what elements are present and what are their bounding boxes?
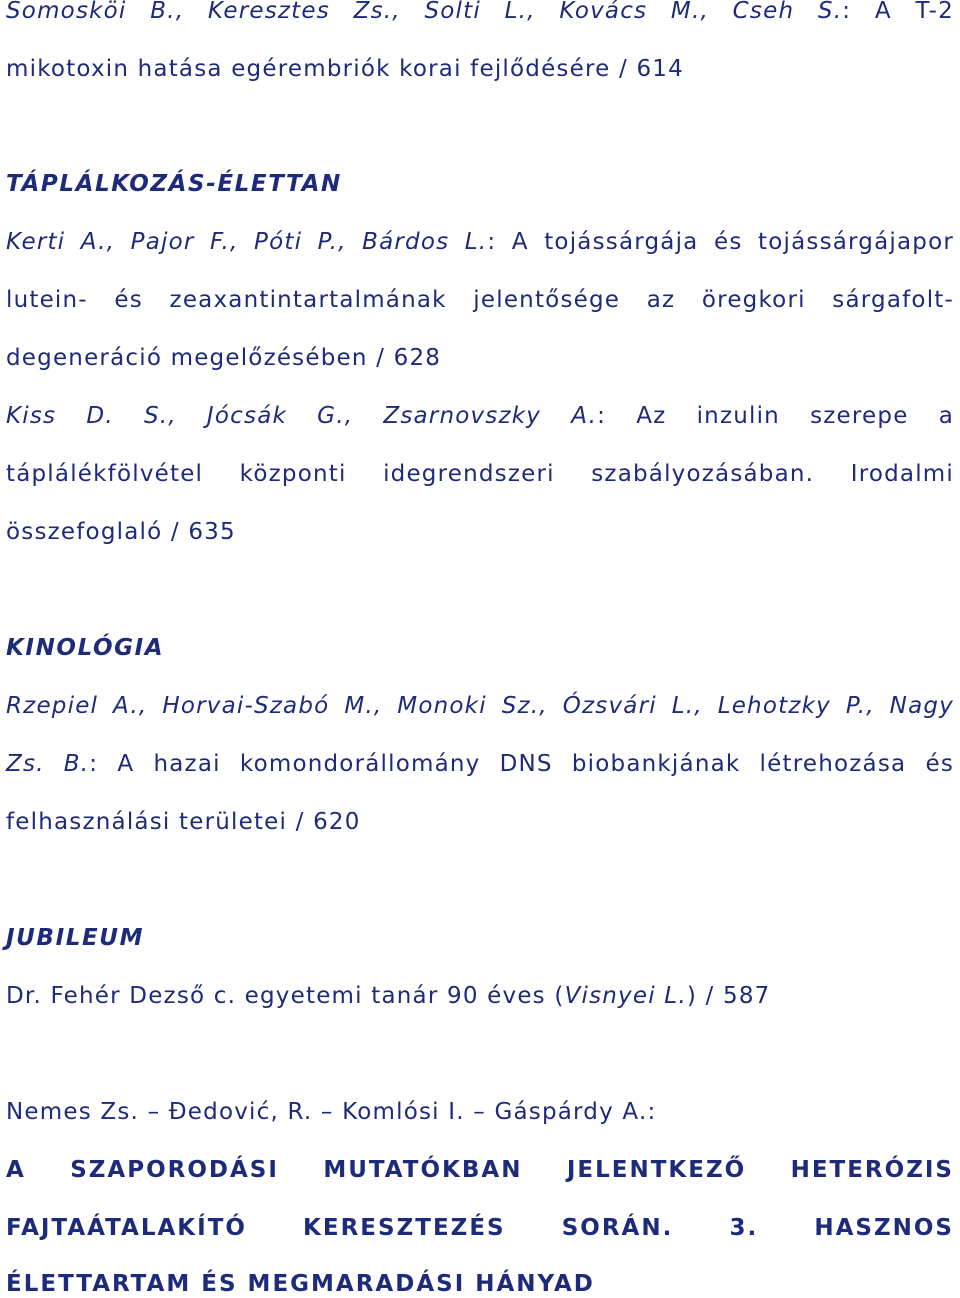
toc-entry-nemes-title-line1: A SZAPORODÁSI MUTATÓKBAN JELENTKEZŐ HETERÓZIS [6,1157,954,1183]
toc-entry-authors: Rzepiel A., Horvai-Szabó M., Monoki Sz., Ózsvári L., Lehotzky P., Nagy [6,693,954,719]
toc-entry-kerti-line1 [6,228,954,256]
toc-entry-kiss-line1 [6,402,954,430]
toc-entry-page: ) / 587 [686,983,771,1009]
toc-entry-kerti-line2: lutein- és zeaxantintartalmának jelentősége az öregkori sárgafolt- [6,287,954,313]
toc-entry-title: Dr. Fehér Dezső c. egyetemi tanár 90 éves ( [6,983,565,1009]
toc-entry-somoskoi-line1 [6,0,954,25]
toc-entry-title: : A T-2 [842,0,954,24]
toc-entry-authors: Visnyei L. [564,983,687,1009]
toc-entry-authors: Somosköi B., Keresztes Zs., Solti L., Kovács M., Cseh S. [6,0,843,24]
toc-entry-authors: Kerti A., Pajor F., Póti P., Bárdos L. [6,229,488,255]
toc-entry-kerti-line3: degeneráció megelőzésében / 628 [6,345,442,371]
section-heading-jubileum: JUBILEUM [6,925,145,951]
toc-entry-nemes-title-line3: ÉLETTARTAM ÉS MEGMARADÁSI HÁNYAD [6,1271,595,1297]
toc-entry-rzepiel-line1 [6,692,954,720]
toc-entry-title: : A hazai komondorállomány DNS biobankjának létrehozása és [89,751,954,777]
toc-entry-feher [6,982,954,1010]
toc-entry-nemes-title-line2: FAJTAÁTALAKÍTÓ KERESZTEZÉS SORÁN. 3. HASZNOS [6,1215,954,1241]
toc-entry-title: : A tojássárgája és tojássárgájapor [487,229,955,255]
toc-entry-kiss-line2: táplálékfölvétel központi idegrendszeri szabályozásában. Irodalmi [6,461,954,487]
section-heading-kinologia: KINOLÓGIA [6,635,165,661]
toc-entry-somoskoi-line2: mikotoxin hatása egérembriók korai fejlődésére / 614 [6,56,684,82]
toc-entry-rzepiel-line3: felhasználási területei / 620 [6,809,361,835]
toc-entry-authors: Zs. B. [6,751,90,777]
section-heading-taplalkozas: TÁPLÁLKOZÁS-ÉLETTAN [6,171,342,197]
toc-entry-nemes-authors: Nemes Zs. – Đedović, R. – Komlósi I. – Gáspárdy A.: [6,1099,657,1125]
toc-entry-rzepiel-line2 [6,750,954,778]
toc-entry-title: : Az inzulin szerepe a [597,403,954,429]
toc-entry-kiss-line3: összefoglaló / 635 [6,519,236,545]
toc-entry-authors: Kiss D. S., Jócsák G., Zsarnovszky A. [6,403,598,429]
